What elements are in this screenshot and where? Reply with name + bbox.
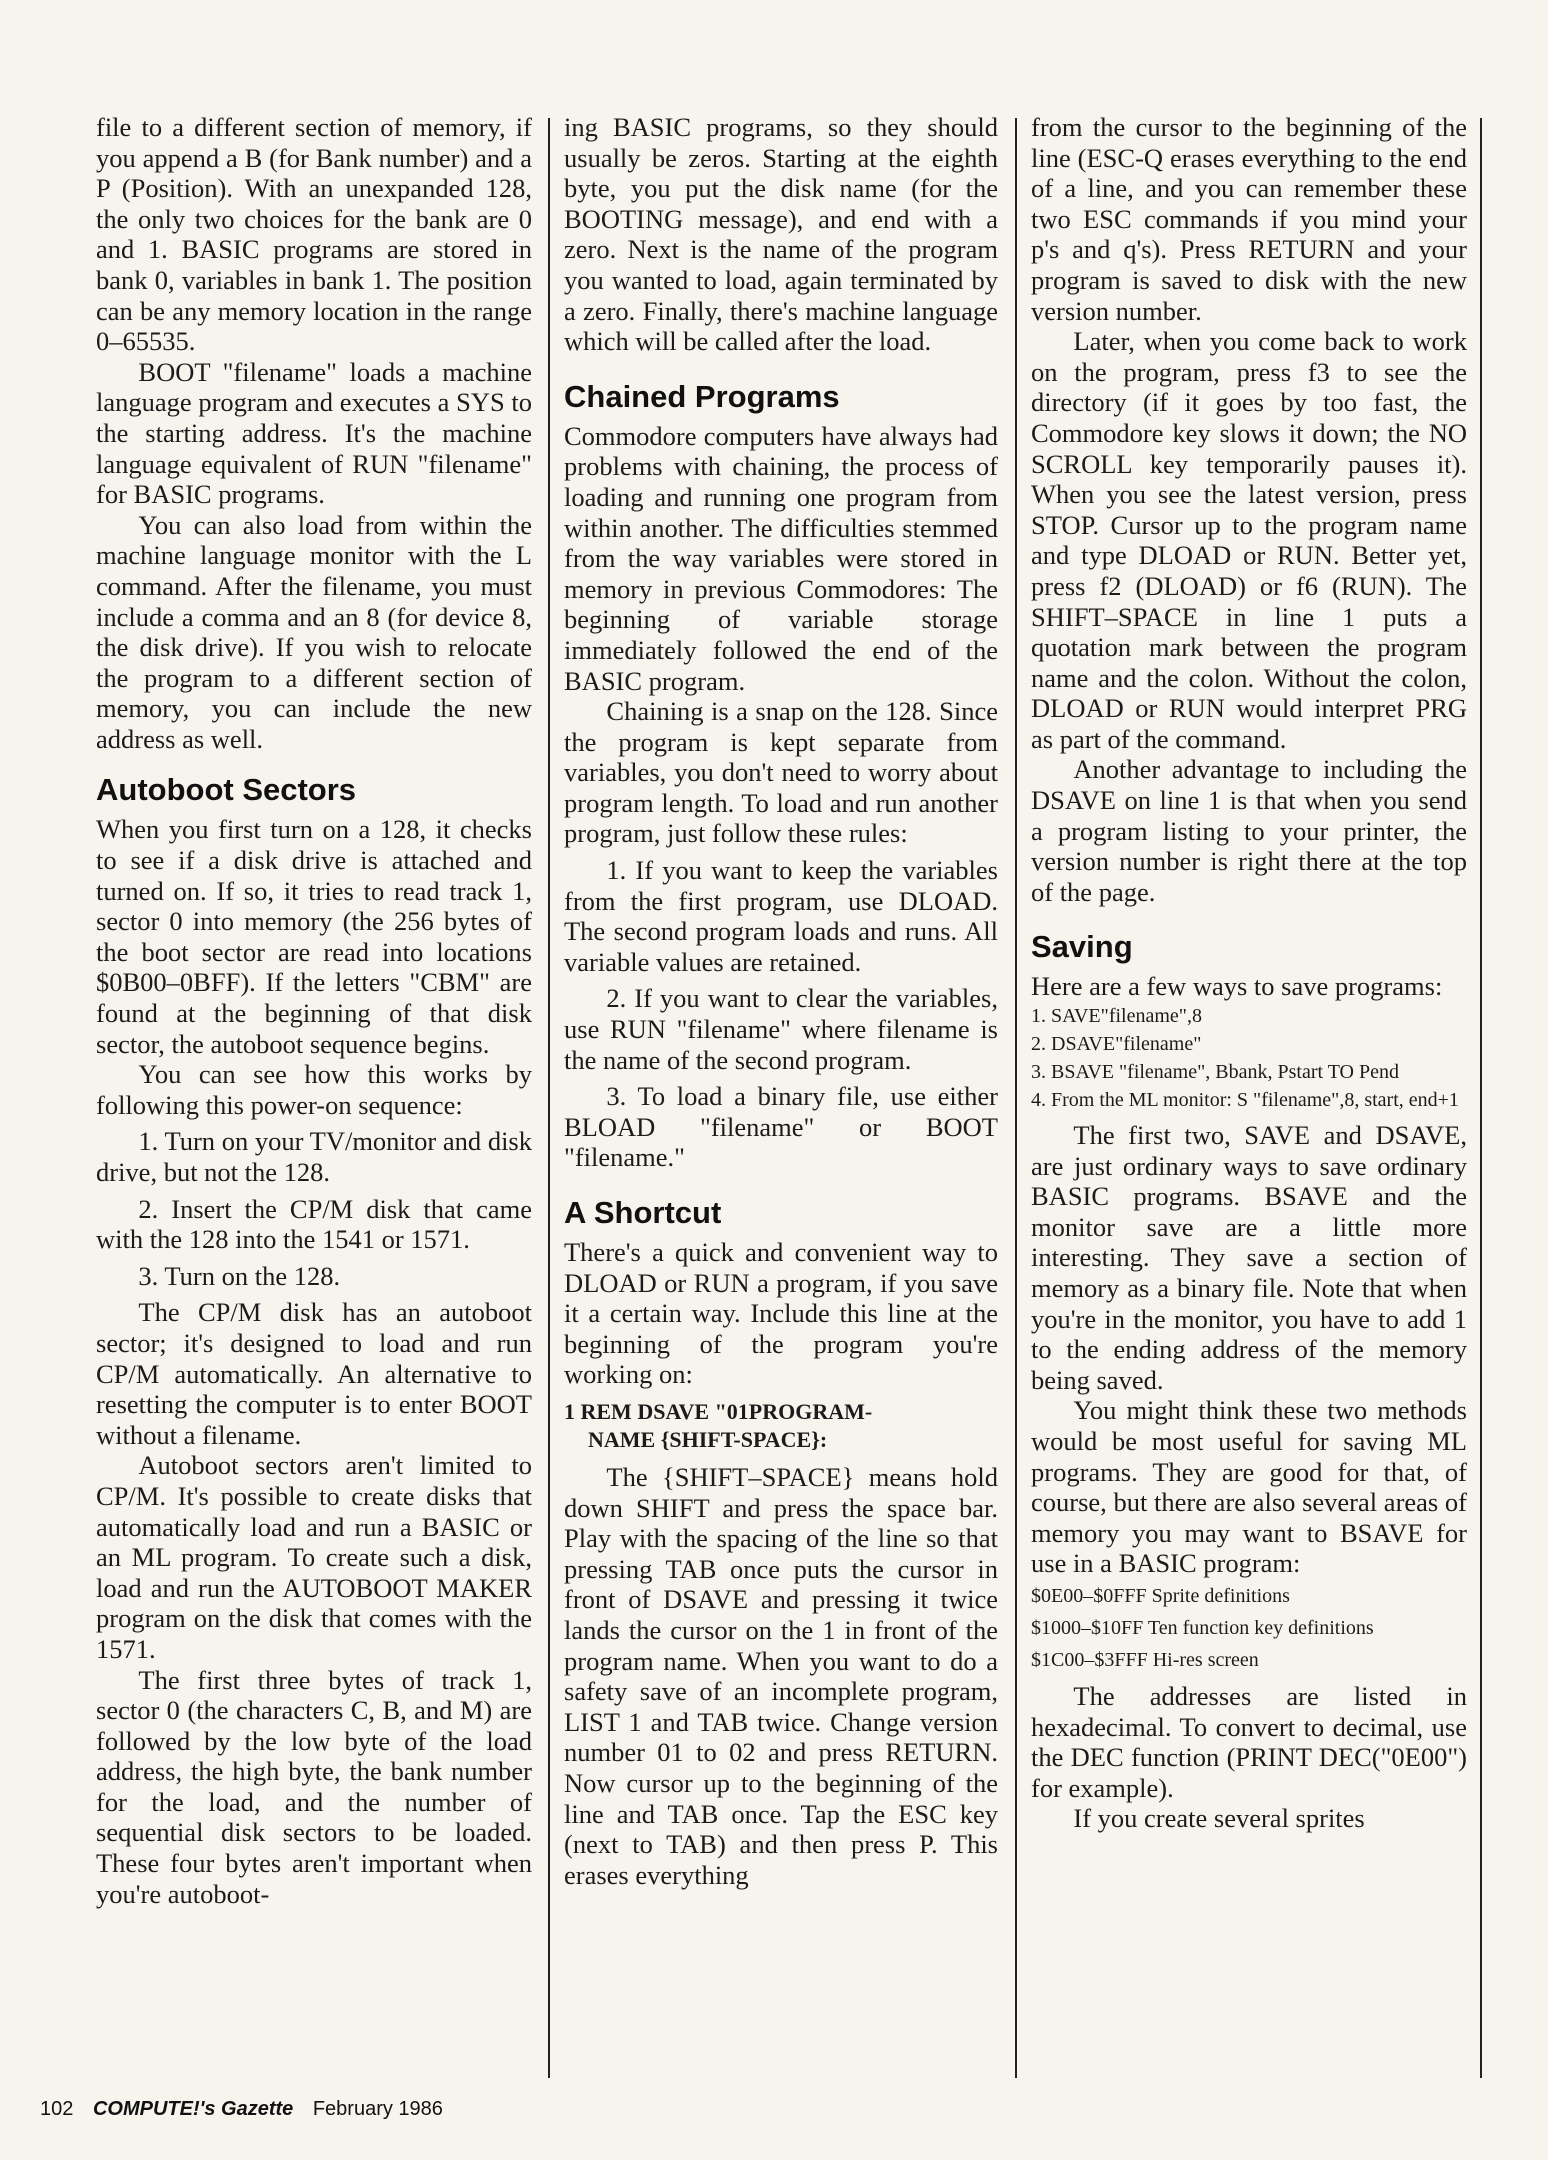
- paragraph: Autoboot sectors aren't limited to CP/M. It's possible to create disks that automatically load and run a BASIC or an ML program. To create such a disk, load and run the AUTOBOOT MAKER program on the disk that comes with the 1571.: [96, 1450, 532, 1664]
- list-item: 1. If you want to keep the variables from the first program, use DLOAD. The second program loads and runs. All variable values are retained.: [564, 855, 998, 977]
- memory-description: Sprite definitions: [1151, 1584, 1290, 1607]
- paragraph: The first two, SAVE and DSAVE, are just ordinary ways to save ordinary BASIC programs. BSAVE and the monitor save are a little more interesting. They save a section of memory as a binary file. Note that when you're in the monitor, you have to add 1 to the ending address of the memory being saved.: [1031, 1120, 1467, 1395]
- list-item: 3. To load a binary file, use either BLOAD "filename" or BOOT "filename.": [564, 1081, 998, 1173]
- paragraph: from the cursor to the beginning of the line (ESC-Q erases everything to the end of a line, and you can remember these two ESC commands if you mind your p's and q's). Press RETURN and your program is saved to disk with the new version number.: [1031, 112, 1467, 326]
- paragraph: If you create several sprites: [1073, 1803, 1365, 1834]
- list-item: 2. If you want to clear the variables, use RUN "filename" where filename is the name of the second program.: [564, 983, 998, 1075]
- paragraph: ing BASIC programs, so they should usually be zeros. Starting at the eighth byte, you put the disk name (for the BOOTING message), and end with a zero. Next is the name of the program you wanted to load, again terminated by a zero. Finally, there's machine language which will be called after the load.: [564, 112, 998, 357]
- list-item: 1. Turn on your TV/monitor and disk drive, but not the 128.: [96, 1126, 532, 1187]
- issue-date: February 1986: [312, 2098, 443, 2120]
- column-1: [96, 112, 532, 2080]
- section-heading-autoboot: Autoboot Sectors: [96, 772, 357, 808]
- page-number: 102: [40, 2098, 74, 2120]
- code-listing: [564, 1398, 998, 1454]
- paragraph: You might think these two methods would be most useful for saving ML programs. They are good for that, of course, but there are also several areas of memory you may want to BSAVE for use in a BASIC program:: [1031, 1395, 1467, 1579]
- section-heading-shortcut: A Shortcut: [564, 1195, 722, 1230]
- memory-map-row: [1031, 1645, 1467, 1675]
- column-2: [564, 112, 998, 2080]
- save-method: 1. SAVE"filename",8: [1031, 1005, 1202, 1028]
- save-method: 2. DSAVE"filename": [1031, 1033, 1202, 1056]
- paragraph: Here are a few ways to save programs:: [1031, 971, 1443, 1002]
- memory-address: $1000–$10FF: [1031, 1616, 1144, 1639]
- column-rule: [548, 118, 550, 2078]
- paragraph: You can also load from within the machine language monitor with the L command. After the filename, you must include a comma and an 8 (for device 8, the disk drive). If you wish to relocate the program to a different section of memory, you can include the new address as well.: [96, 509, 532, 754]
- paragraph: The addresses are listed in hexadecimal. To convert to decimal, use the DEC function (PRINT DEC("0E00") for example).: [1031, 1680, 1467, 1803]
- column-rule: [1015, 118, 1017, 2078]
- paragraph: Another advantage to including the DSAVE on line 1 is that when you send a program listing to your printer, the version number is right there at the top of the page.: [1031, 754, 1467, 907]
- memory-description: Hi-res screen: [1152, 1648, 1259, 1671]
- column-3: [1031, 112, 1467, 2080]
- memory-map-row: [1031, 1581, 1467, 1611]
- memory-map-row: [1031, 1613, 1467, 1643]
- paragraph: The CP/M disk has an autoboot sector; it's designed to load and run CP/M automatically. An alternative to resetting the computer is to enter BOOT without a filename.: [96, 1297, 532, 1450]
- paragraph: Later, when you come back to work on the program, press f3 to see the directory (if it goes by too fast, the Commodore key slows it down; the NO SCROLL key temporarily pauses it). When you see the latest version, press STOP. Cursor up to the program name and type DLOAD or RUN. Better yet, press f2 (DLOAD) or f6 (RUN). The SHIFT–SPACE in line 1 puts a quotation mark between the program name and the colon. Without the colon, DLOAD or RUN would interpret PRG as part of the command.: [1031, 326, 1467, 754]
- paragraph: BOOT "filename" loads a machine language program and executes a SYS to the starting address. It's the machine language equivalent of RUN "filename" for BASIC programs.: [96, 356, 532, 510]
- paragraph: You can see how this works by following this power-on sequence:: [96, 1059, 532, 1120]
- save-method: 4. From the ML monitor: S "filename",8, start, end+1: [1031, 1089, 1459, 1112]
- list-item: 3. Turn on the 128.: [138, 1260, 341, 1291]
- paragraph: When you first turn on a 128, it checks to see if a disk drive is attached and turned on. If so, it tries to read track 1, sector 0 into memory (the 256 bytes of the boot sector are read into locations $0B00–0BFF). If the letters "CBM" are found at the beginning of that disk sector, the autoboot sequence begins.: [96, 814, 532, 1059]
- paragraph: There's a quick and convenient way to DLOAD or RUN a program, if you save it a certain way. Include this line at the beginning of the program you're working on:: [564, 1237, 998, 1390]
- paragraph: Chaining is a snap on the 128. Since the program is kept separate from variables, you don't need to worry about program length. To load and run another program, just follow these rules:: [564, 696, 998, 849]
- page-footer: [40, 2098, 457, 2121]
- code-line: 1 REM DSAVE "01PROGRAM-: [564, 1398, 873, 1424]
- paragraph: file to a different section of memory, if you append a B (for Bank number) and a P (Position). With an unexpanded 128, the only two choices for the bank are 0 and 1. BASIC programs are stored in bank 0, variables in bank 1. The position can be any memory location in the range 0–65535.: [96, 112, 532, 357]
- paragraph: Commodore computers have always had problems with chaining, the process of loading and running one program from within another. The difficulties stemmed from the way variables were stored in memory in previous Commodores: The beginning of variable storage immediately followed the end of the BASIC program.: [564, 420, 998, 696]
- code-line: NAME {SHIFT-SPACE}:: [588, 1426, 828, 1452]
- paragraph: The first three bytes of track 1, sector 0 (the characters C, B, and M) are followed by the low byte of the load address, the high byte, the bank number for the load, and the number of sequential disk sectors to be loaded. These four bytes aren't important when you're autoboot-: [96, 1664, 532, 1909]
- section-heading-saving: Saving: [1031, 929, 1133, 965]
- list-item: 2. Insert the CP/M disk that came with the 128 into the 1541 or 1571.: [96, 1193, 532, 1255]
- paragraph: The {SHIFT–SPACE} means hold down SHIFT and press the space bar. Play with the spacing of the line so that pressing TAB once puts the cursor in front of DSAVE and pressing it twice lands the cursor on the 1 in front of the program name. When you want to do a safety save of an incomplete program, LIST 1 and TAB twice. Change version number 01 to 02 and press RETURN. Now cursor up to the beginning of the line and TAB once. Tap the ESC key (next to TAB) and then press P. This erases everything: [564, 1461, 998, 1890]
- section-heading-chained: Chained Programs: [564, 378, 840, 414]
- memory-description: Ten function key definitions: [1147, 1616, 1374, 1639]
- save-method: 3. BSAVE "filename", Bbank, Pstart TO Pend: [1031, 1061, 1399, 1084]
- column-rule: [1480, 118, 1482, 2078]
- memory-address: $0E00–$0FFF: [1031, 1584, 1147, 1607]
- memory-address: $1C00–$3FFF: [1031, 1648, 1148, 1671]
- magazine-name: COMPUTE!'s Gazette: [92, 2098, 294, 2120]
